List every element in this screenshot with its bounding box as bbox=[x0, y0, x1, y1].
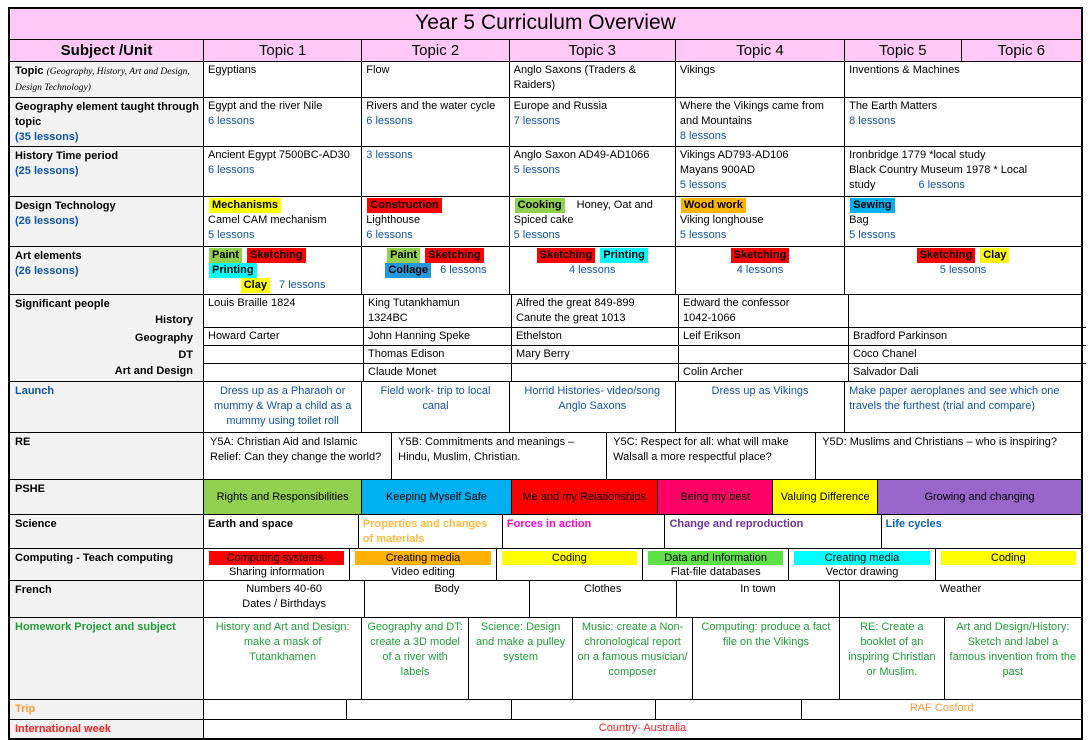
row-label-design-technology bbox=[10, 197, 203, 246]
art-highlight: Paint bbox=[387, 248, 420, 263]
label-pshe: PSHE bbox=[15, 483, 45, 495]
label-design-technology: Design Technology bbox=[15, 200, 116, 212]
history-cell-1 bbox=[203, 147, 361, 196]
row-label-international-week bbox=[10, 720, 203, 738]
science-cell-4: Change and reproduction bbox=[664, 515, 880, 548]
french-cell-4 bbox=[676, 581, 839, 617]
lesson-count: 5 lessons bbox=[849, 229, 896, 241]
row-label-history bbox=[10, 147, 203, 196]
person-name: Alfred the great 849-899 bbox=[516, 297, 635, 309]
geography-text: Where the Vikings came from and Mountains bbox=[679, 100, 824, 127]
launch-cell-2: Field work- trip to local canal bbox=[361, 382, 508, 432]
dt-text: Bag bbox=[849, 214, 869, 226]
people-history-5-6 bbox=[848, 295, 1086, 327]
dt-highlight: Construction bbox=[367, 198, 441, 213]
french-cell-5 bbox=[839, 581, 1081, 617]
geography-text: The Earth Matters bbox=[849, 100, 938, 112]
pshe-cell-6: Growing and changing bbox=[877, 480, 1081, 514]
art-cell-5-6 bbox=[844, 247, 1081, 294]
art-cell-3 bbox=[509, 247, 675, 294]
row-label-science bbox=[10, 515, 203, 548]
geography-cell-5-6 bbox=[844, 98, 1081, 146]
dt-cell-5-6 bbox=[844, 197, 1081, 246]
header-topic-6: Topic 6 bbox=[961, 40, 1081, 61]
computing-unit-bar: Coding bbox=[941, 551, 1076, 565]
trip-cell-4 bbox=[655, 700, 801, 719]
history-text: study bbox=[849, 179, 876, 191]
art-cell-4 bbox=[675, 247, 844, 294]
lesson-count: 5 lessons bbox=[513, 164, 561, 176]
lesson-count: 6 lessons bbox=[366, 229, 413, 241]
french-text: Dates / Birthdays bbox=[242, 598, 327, 610]
label-topic-note: (Geography, History, Art and Design, Design Technology) bbox=[15, 67, 190, 93]
title-row bbox=[10, 9, 1081, 39]
person-name: Claude Monet bbox=[363, 364, 511, 381]
art-highlight: Clay bbox=[241, 278, 270, 293]
header-topic-1: Topic 1 bbox=[203, 40, 361, 61]
art-highlight: Collage bbox=[385, 263, 431, 278]
label-people-art-design: Art and Design bbox=[114, 365, 193, 377]
row-pshe bbox=[10, 479, 1081, 514]
lesson-count: 6 lessons bbox=[208, 164, 255, 176]
art-highlight: Printing bbox=[209, 263, 257, 278]
re-cell-y5b: Y5B: Commitments and meanings – Hindu, Muslim, Christian. bbox=[391, 433, 606, 479]
french-cell-1 bbox=[203, 581, 364, 617]
label-science: Science bbox=[15, 518, 57, 530]
topic-cell-4: Vikings bbox=[675, 62, 844, 97]
label-art-elements: Art elements bbox=[15, 250, 82, 262]
computing-unit-sub: Flat-file databases bbox=[670, 566, 761, 578]
computing-cell-2 bbox=[349, 549, 495, 580]
history-cell-4 bbox=[675, 147, 844, 196]
art-highlight: Sketching bbox=[731, 248, 790, 263]
row-history bbox=[10, 146, 1081, 196]
people-art-row bbox=[204, 363, 1086, 381]
label-geography-lessons: (35 lessons) bbox=[15, 131, 79, 143]
person-name bbox=[204, 346, 363, 363]
pshe-cell-5: Valuing Difference bbox=[772, 480, 877, 514]
launch-cell-3: Horrid Histories- video/song Anglo Saxons bbox=[509, 382, 675, 432]
header-subject-unit: Subject /Unit bbox=[10, 40, 203, 61]
person-name: John Hanning Speke bbox=[363, 328, 511, 345]
history-text-line3 bbox=[849, 178, 1077, 193]
label-people-geography: Geography bbox=[134, 332, 193, 344]
dt-highlight: Sewing bbox=[850, 198, 895, 213]
history-text: Anglo Saxon AD49-AD1066 bbox=[513, 149, 650, 161]
science-cell-1: Earth and space bbox=[203, 515, 358, 548]
geography-cell-4 bbox=[675, 98, 844, 146]
history-text: Vikings AD793-AD106 bbox=[679, 149, 789, 161]
computing-unit-bar: Computing systems- bbox=[209, 551, 344, 565]
page-title: Year 5 Curriculum Overview bbox=[10, 9, 1081, 39]
label-re: RE bbox=[15, 436, 31, 448]
computing-unit-bar: Data and Information bbox=[648, 551, 783, 565]
geography-cell-3 bbox=[509, 98, 675, 146]
homework-cell-6: RE: Create a booklet of an inspiring Christian or Muslim. bbox=[839, 618, 944, 699]
art-highlight: Sketching bbox=[917, 248, 976, 263]
lesson-count: 6 lessons bbox=[208, 115, 255, 127]
computing-cell-6 bbox=[935, 549, 1081, 580]
homework-cell-1: History and Art and Design: make a mask of Tutankhamen bbox=[203, 618, 361, 699]
people-history-1 bbox=[204, 295, 363, 327]
lesson-count: 6 lessons bbox=[440, 264, 487, 276]
trip-cell-3 bbox=[511, 700, 655, 719]
label-dt-lessons: (26 lessons) bbox=[15, 215, 79, 227]
computing-cell-3 bbox=[496, 549, 642, 580]
person-name: Ethelston bbox=[511, 328, 678, 345]
people-history-3 bbox=[511, 295, 678, 327]
dt-cell-2 bbox=[361, 197, 508, 246]
computing-unit-sub: Video editing bbox=[391, 566, 455, 578]
row-label-art-elements bbox=[10, 247, 203, 294]
pshe-cell-1: Rights and Responsibilities bbox=[203, 480, 361, 514]
label-significant-people: Significant people bbox=[15, 298, 110, 310]
lesson-count: 5 lessons bbox=[513, 229, 561, 241]
dt-highlight: Wood work bbox=[681, 198, 746, 213]
label-international-week: International week bbox=[15, 723, 111, 735]
art-highlight: Sketching bbox=[247, 248, 306, 263]
label-trip: Trip bbox=[15, 703, 36, 715]
computing-unit-bar: Creating media bbox=[794, 551, 929, 565]
row-launch bbox=[10, 381, 1081, 432]
row-label-significant-people bbox=[10, 295, 203, 381]
topic-cell-2: Flow bbox=[361, 62, 508, 97]
science-cell-3: Forces in action bbox=[502, 515, 665, 548]
lesson-count: 4 lessons bbox=[568, 264, 616, 276]
person-name: 1324BC bbox=[368, 312, 408, 324]
lesson-count: 6 lessons bbox=[366, 115, 413, 127]
row-re bbox=[10, 432, 1081, 479]
people-dt-row bbox=[204, 345, 1086, 363]
french-text: Weather bbox=[939, 583, 982, 595]
topic-cell-5-6: Inventions & Machines bbox=[844, 62, 1081, 97]
dt-text: Spiced cake bbox=[513, 214, 574, 226]
pshe-cell-3: Me and my Relationships bbox=[511, 480, 657, 514]
people-history-4 bbox=[678, 295, 848, 327]
row-label-trip bbox=[10, 700, 203, 719]
header-topic-2: Topic 2 bbox=[361, 40, 508, 61]
geography-text: Egypt and the river Nile bbox=[208, 100, 323, 112]
launch-cell-4: Dress up as Vikings bbox=[675, 382, 844, 432]
french-cell-3 bbox=[529, 581, 676, 617]
person-name: Canute the great 1013 bbox=[516, 312, 626, 324]
homework-cell-7: Art and Design/History: Sketch and label a famous invention from the past bbox=[944, 618, 1081, 699]
french-text: In town bbox=[740, 583, 776, 595]
person-name bbox=[511, 364, 678, 381]
row-label-computing bbox=[10, 549, 203, 580]
row-label-homework bbox=[10, 618, 203, 699]
homework-cell-3: Science: Design and make a pulley system bbox=[468, 618, 573, 699]
label-people-dt: DT bbox=[178, 349, 193, 361]
person-name bbox=[204, 364, 363, 381]
homework-cell-5: Computing: produce a fact file on the Vikings bbox=[692, 618, 839, 699]
row-significant-people bbox=[10, 294, 1081, 381]
label-launch: Launch bbox=[15, 385, 55, 397]
computing-cell-4 bbox=[642, 549, 788, 580]
people-grid bbox=[203, 295, 1086, 381]
label-homework: Homework Project and subject bbox=[15, 621, 176, 633]
computing-cell-1 bbox=[203, 549, 349, 580]
lesson-count: 6 lessons bbox=[918, 179, 965, 191]
geography-cell-2 bbox=[361, 98, 508, 146]
french-cell-2 bbox=[364, 581, 528, 617]
person-name: Salvador Dali bbox=[848, 364, 1086, 381]
topic-cell-3: Anglo Saxons (Traders & Raiders) bbox=[509, 62, 675, 97]
dt-cell-4 bbox=[675, 197, 844, 246]
pshe-cell-2: Keeping Myself Safe bbox=[361, 480, 510, 514]
row-label-re bbox=[10, 433, 203, 479]
computing-unit-bar: Coding bbox=[502, 551, 637, 565]
person-name: Howard Carter bbox=[208, 330, 280, 342]
lesson-count: 7 lessons bbox=[513, 115, 561, 127]
lesson-count: 5 lessons bbox=[679, 179, 727, 191]
homework-cell-2: Geography and DT: create a 3D model of a river with labels bbox=[361, 618, 468, 699]
re-cell-y5c: Y5C: Respect for all: what will make Walsall a more respectful place? bbox=[606, 433, 815, 479]
lesson-count: 5 lessons bbox=[939, 264, 987, 276]
label-computing: Computing - Teach computing bbox=[15, 552, 174, 564]
person-name: Bradford Parkinson bbox=[848, 328, 1086, 345]
history-cell-5-6 bbox=[844, 147, 1081, 196]
row-trip bbox=[10, 699, 1081, 719]
launch-cell-5-6: Make paper aeroplanes and see which one travels the furthest (trial and compare) bbox=[844, 382, 1081, 432]
lesson-count: 4 lessons bbox=[736, 264, 784, 276]
art-highlight: Paint bbox=[209, 248, 242, 263]
lesson-count: 7 lessons bbox=[279, 279, 326, 291]
science-cell-2: Properties and changes of materials bbox=[358, 515, 502, 548]
row-international-week bbox=[10, 719, 1081, 738]
row-design-technology bbox=[10, 196, 1081, 246]
art-highlight: Sketching bbox=[425, 248, 484, 263]
header-topic-3: Topic 3 bbox=[509, 40, 675, 61]
trip-cell-5: RAF Cosford bbox=[801, 700, 1081, 719]
row-label-launch bbox=[10, 382, 203, 432]
lesson-count: 8 lessons bbox=[679, 130, 727, 142]
art-highlight: Printing bbox=[600, 248, 648, 263]
dt-highlight: Mechanisms bbox=[209, 198, 281, 213]
re-cell-y5d: Y5D: Muslims and Christians – who is inspiring? bbox=[815, 433, 1081, 479]
row-science bbox=[10, 514, 1081, 548]
row-topic bbox=[10, 61, 1081, 97]
dt-cell-1 bbox=[203, 197, 361, 246]
header-row bbox=[10, 39, 1081, 61]
dt-highlight: Cooking bbox=[515, 198, 565, 213]
people-history-2 bbox=[363, 295, 511, 327]
trip-cell-1 bbox=[203, 700, 346, 719]
label-art-lessons: (26 lessons) bbox=[15, 265, 79, 277]
dt-text: Honey, Oat and bbox=[576, 199, 653, 211]
geography-cell-1 bbox=[203, 98, 361, 146]
row-label-geography bbox=[10, 98, 203, 146]
row-label-french bbox=[10, 581, 203, 617]
computing-unit-sub: Sharing information bbox=[228, 566, 325, 578]
history-cell-2 bbox=[361, 147, 508, 196]
lesson-count: 5 lessons bbox=[208, 229, 255, 241]
person-name: King Tutankhamun bbox=[368, 297, 460, 309]
dt-cell-3 bbox=[509, 197, 675, 246]
people-geography-row bbox=[204, 327, 1086, 345]
computing-unit-sub: Vector drawing bbox=[825, 566, 899, 578]
row-art-elements bbox=[10, 246, 1081, 294]
art-cell-2 bbox=[361, 247, 508, 294]
row-homework bbox=[10, 617, 1081, 699]
person-name: 1042-1066 bbox=[683, 312, 736, 324]
french-text: Body bbox=[434, 583, 460, 595]
row-french bbox=[10, 580, 1081, 617]
trip-cell-2 bbox=[346, 700, 510, 719]
history-cell-3 bbox=[509, 147, 675, 196]
french-text: Clothes bbox=[584, 583, 622, 595]
label-geography: Geography element taught through topic bbox=[15, 101, 199, 128]
dt-text: Viking longhouse bbox=[679, 214, 764, 226]
re-cell-y5a: Y5A: Christian Aid and Islamic Relief: Can they change the world? bbox=[203, 433, 391, 479]
row-geography bbox=[10, 97, 1081, 146]
header-topic-5: Topic 5 bbox=[844, 40, 960, 61]
computing-unit-bar: Creating media bbox=[355, 551, 490, 565]
label-french: French bbox=[15, 584, 52, 596]
history-text: Ironbridge 1779 *local study bbox=[849, 149, 986, 161]
person-name: Leif Erikson bbox=[678, 328, 848, 345]
science-cell-5: Life cycles bbox=[881, 515, 1081, 548]
curriculum-table bbox=[8, 7, 1083, 740]
person-name: Coco Chanel bbox=[848, 346, 1086, 363]
computing-cell-5 bbox=[788, 549, 934, 580]
lesson-count: 5 lessons bbox=[679, 229, 727, 241]
lesson-count: 3 lessons bbox=[366, 149, 413, 161]
art-highlight: Clay bbox=[980, 248, 1009, 263]
history-text: Ancient Egypt 7500BC-AD30 bbox=[208, 149, 350, 161]
label-history-lessons: (25 lessons) bbox=[15, 165, 79, 177]
label-topic: Topic bbox=[15, 65, 44, 77]
dt-text: Camel CAM mechanism bbox=[208, 214, 327, 226]
topic-cell-1: Egyptians bbox=[203, 62, 361, 97]
person-name: Louis Braille 1824 bbox=[208, 297, 296, 309]
history-text: Mayans 900AD bbox=[679, 164, 756, 176]
person-name bbox=[678, 346, 848, 363]
label-history: History Time period bbox=[15, 150, 119, 162]
person-name: Mary Berry bbox=[511, 346, 678, 363]
header-topic-4: Topic 4 bbox=[675, 40, 844, 61]
lesson-count: 8 lessons bbox=[849, 115, 896, 127]
launch-cell-1: Dress up as a Pharaoh or mummy & Wrap a child as a mummy using toilet roll bbox=[203, 382, 361, 432]
dt-text: Lighthouse bbox=[366, 214, 421, 226]
label-people-history: History bbox=[155, 314, 193, 326]
pshe-cell-4: Being my best bbox=[657, 480, 772, 514]
row-computing bbox=[10, 548, 1081, 580]
french-text: Numbers 40-60 bbox=[246, 583, 323, 595]
person-name: Colin Archer bbox=[678, 364, 848, 381]
row-label-pshe bbox=[10, 480, 203, 514]
homework-cell-4: Music: create a Non-chronological report on a famous musician/ composer bbox=[572, 618, 691, 699]
row-label-topic bbox=[10, 62, 203, 97]
person-name: Thomas Edison bbox=[363, 346, 511, 363]
geography-text: Rivers and the water cycle bbox=[366, 100, 496, 112]
people-history-row bbox=[204, 295, 1086, 327]
art-highlight: Sketching bbox=[537, 248, 596, 263]
person-name: Edward the confessor bbox=[683, 297, 790, 309]
history-text: Black Country Museum 1978 * Local bbox=[849, 164, 1028, 176]
geography-text: Europe and Russia bbox=[513, 100, 608, 112]
international-cell: Country- Australia bbox=[203, 720, 1081, 738]
art-cell-1 bbox=[203, 247, 361, 294]
